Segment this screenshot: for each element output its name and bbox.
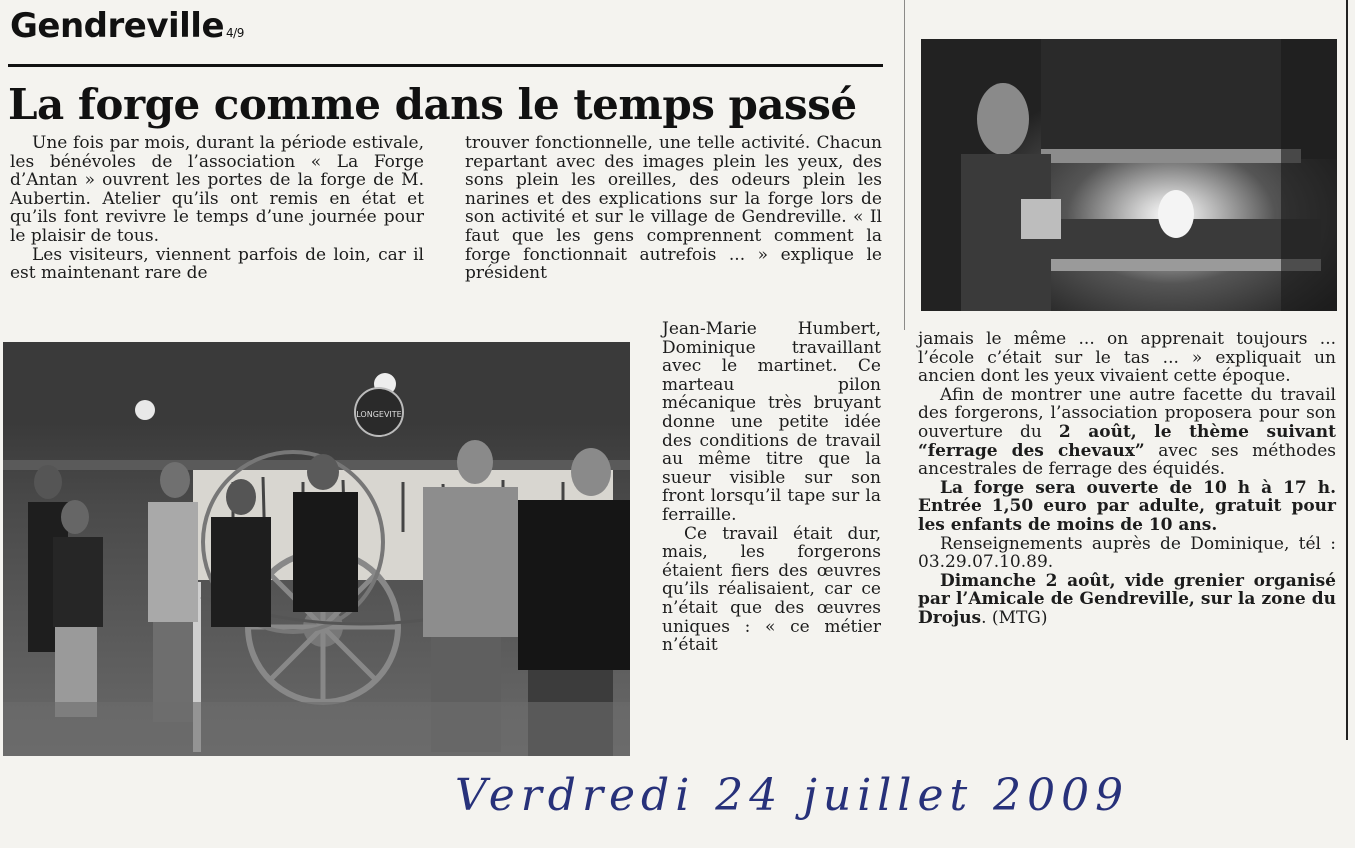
col1-paragraph-2: Les visiteurs, viennent parfois de loin, car il est maintenant rare de bbox=[10, 244, 424, 284]
col3-opening-hours: La forge sera ouverte de 10 h à 17 h. Entrée 1,50 euro par adulte, gratuit pour les enfants de moins de 10 ans. bbox=[918, 477, 1336, 535]
col1-paragraph-1: Une fois par mois, durant la période estivale, les bénévoles de l’association « La Forge d’Antan » ouvrent les portes de la forge de M. Aubertin. Atelier qu’ils ont remis en état et qu’ils font revivre le temps d’une journée pour le plaisir de tous. bbox=[10, 133, 424, 246]
longevite-sign-text: LONGEVITE bbox=[356, 410, 402, 419]
section-date: 4/9 bbox=[226, 26, 244, 40]
column-2-narrow bbox=[662, 320, 881, 655]
forge-visitors-photo bbox=[3, 342, 630, 756]
header-rule bbox=[8, 64, 883, 67]
col3-vide-grenier: Dimanche 2 août, vide grenier organisé par l’Amicale de Gendreville, sur la zone du Drojus. (MTG) bbox=[918, 570, 1336, 628]
column-divider bbox=[904, 0, 905, 330]
col3-paragraph-2: Afin de montrer une autre facette du travail des forgerons, l’association proposera pour son ouverture du 2 août, le thème suivant “ferrage des chevaux” avec ses méthodes ancestrales de ferrage des équidés. bbox=[918, 384, 1337, 480]
clipping-border-right bbox=[1346, 0, 1348, 740]
section-title: Gendreville 4/9 bbox=[10, 6, 244, 46]
col3-paragraph-1: jamais le même ... on apprenait toujours ... l’école c’était sur le tas ... » expliquait un ancien dont les yeux vivaient cette époque. bbox=[918, 329, 1336, 387]
col2-paragraph-1: trouver fonctionnelle, une telle activité. Chacun repartant avec des images plein les yeux, des sons plein les oreilles, des odeurs plein les narines et des explications sur la forge lors de son activité et sur le village de Gendreville. « Il faut que les gens comprennent comment la forge fonctionnait autrefois ... » explique le président bbox=[465, 133, 882, 284]
column-3 bbox=[918, 330, 1336, 628]
handwritten-date: Verdredi 24 juillet 2009 bbox=[455, 770, 1130, 821]
col3-contact: Renseignements auprès de Dominique, tél : 03.29.07.10.89. bbox=[918, 533, 1336, 573]
column-2 bbox=[465, 134, 882, 283]
article-headline: La forge comme dans le temps passé bbox=[8, 80, 857, 129]
col2n-paragraph-2: Ce travail était dur, mais, les forgerons étaient fiers des œuvres qu’ils réalisaient, car ce n’était que des œuvres uniques : « ce métier n’était bbox=[662, 523, 881, 656]
blacksmith-photo bbox=[921, 39, 1337, 311]
col3-theme-bold: 2 août, le thème suivant “ferrage des chevaux” bbox=[918, 421, 1336, 461]
col2n-paragraph-1: Jean-Marie Humbert, Dominique travaillant avec le martinet. Ce marteau pilon mécanique très bruyant donne une petite idée des conditions de travail au même titre que la sueur visible sur son front lorsqu’il tape sur la ferraille. bbox=[662, 319, 881, 525]
column-1 bbox=[10, 134, 424, 283]
